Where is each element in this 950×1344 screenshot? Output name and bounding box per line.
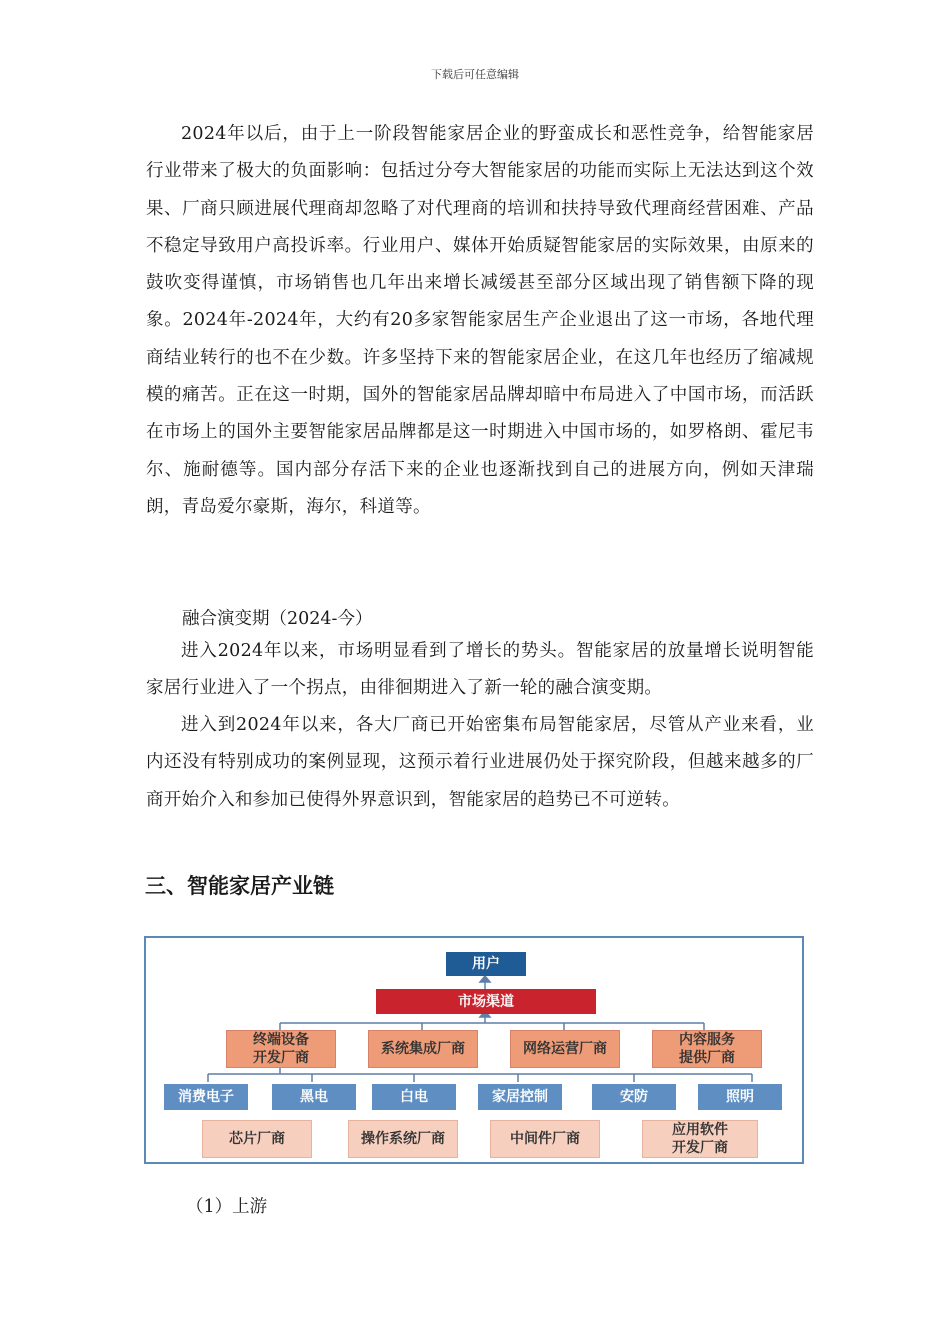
vendor-network-operator-box: 网络运营厂商 xyxy=(510,1030,620,1068)
header-note: 下载后可任意编辑 xyxy=(431,68,519,81)
product-security-box: 安防 xyxy=(592,1084,676,1110)
vendor-system-integration-box: 系统集成厂商 xyxy=(368,1030,478,1068)
product-lighting-box: 照明 xyxy=(698,1084,782,1110)
vendor-content-service-box: 内容服务 提供厂商 xyxy=(652,1030,762,1068)
paragraph-3: 进入到2024年以来，各大厂商已开始密集布局智能家居，尽管从产业来看，业内还没有特别成功的案例显现，这预示着行业进展仍处于探究阶段，但越来越多的厂商开始介入和参加已使得外界意识到，智能家居的趋势已不可逆转。 xyxy=(146,715,814,810)
supplier-chip-box: 芯片厂商 xyxy=(202,1120,312,1158)
product-white-appliance-box: 白电 xyxy=(372,1084,456,1110)
user-box: 用户 xyxy=(446,952,526,976)
sub-heading-fusion-period: 融合演变期（2024-今） xyxy=(182,609,373,629)
vendor-terminal-device-box: 终端设备 开发厂商 xyxy=(226,1030,336,1068)
supplier-os-box: 操作系统厂商 xyxy=(348,1120,458,1158)
list-item-upstream: （1）上游 xyxy=(186,1197,268,1217)
product-home-control-box: 家居控制 xyxy=(478,1084,562,1110)
industry-chain-diagram xyxy=(144,936,804,1164)
paragraph-1 xyxy=(146,116,814,526)
supplier-middleware-box: 中间件厂商 xyxy=(490,1120,600,1158)
section-heading: 三、智能家居产业链 xyxy=(145,874,334,898)
paragraph-2: 进入2024年以来，市场明显看到了增长的势头。智能家居的放量增长说明智能家居行业进入了一个拐点，由徘徊期进入了新一轮的融合演变期。 xyxy=(146,641,814,699)
paragraph-1-text: 2024年以后，由于上一阶段智能家居企业的野蛮成长和恶性竞争，给智能家居行业带来了极大的负面影响：包括过分夸大智能家居的功能而实际上无法达到这个效果、厂商只顾进展代理商却忽略了对代理商的培训和扶持导致代理商经营困难、产品不稳定导致用户高投诉率。行业用户、媒体开始质疑智能家居的实际效果，由原来的鼓吹变得谨慎，市场销售也几年出来增长减缓甚至部分区域出现了销售额下降的现象。2024年-2024年，大约有20多家智能家居生产企业退出了这一市场，各地代理商结业转行的也不在少数。许多坚持下来的智能家居企业，在这几年也经历了缩减规模的痛苦。正在这一时期，国外的智能家居品牌却暗中布局进入了中国市场，而活跃在市场上的国外主要智能家居品牌都是这一时期进入中国市场的，如罗格朗、霍尼韦尔、施耐德等。国内部分存活下来的企业也逐渐找到自己的进展方向，例如天津瑞朗，青岛爱尔豪斯，海尔，科道等。 xyxy=(146,124,814,517)
product-black-appliance-box: 黑电 xyxy=(272,1084,356,1110)
supplier-app-software-box: 应用软件 开发厂商 xyxy=(642,1120,758,1158)
market-channel-box: 市场渠道 xyxy=(376,989,596,1014)
product-consumer-electronics-box: 消费电子 xyxy=(164,1084,248,1110)
